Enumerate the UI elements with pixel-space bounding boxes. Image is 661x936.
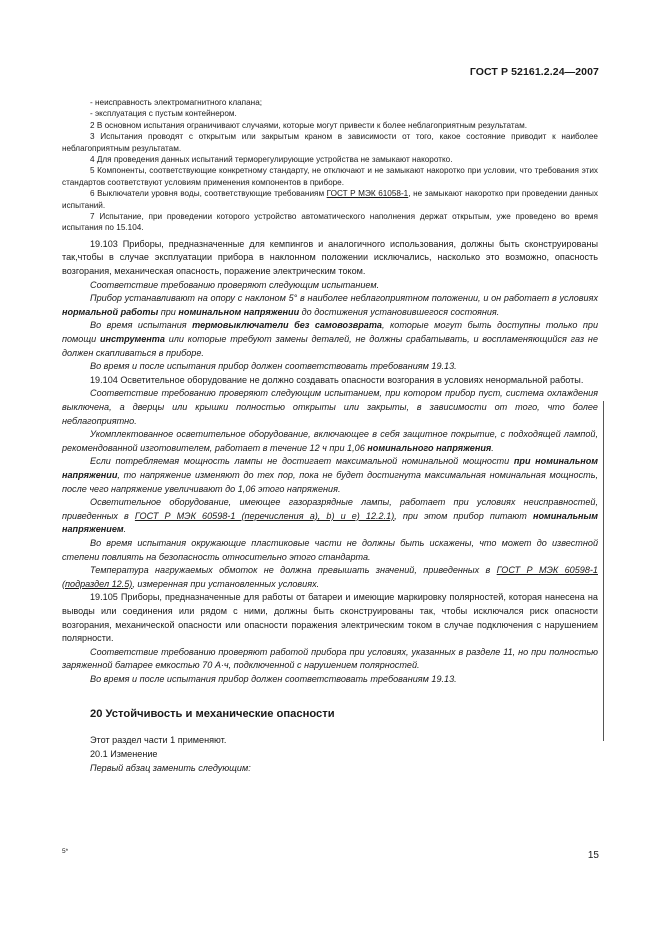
winding-temperature — [62, 564, 598, 591]
section-20-title: 20 Устойчивость и механические опасности — [90, 708, 335, 721]
gost-link-60598-12-5[interactable]: ГОСТ Р МЭК 60598-1 (подраздел 12.5) — [62, 565, 598, 589]
text-run: , то напряжение изменяют до тех пор, пока не будет достигнута максимальная номинальная мощность, после чего напряжение увеличивают до 1,06 этого напряжения. — [62, 469, 598, 494]
plastic-parts-requirement: Во время испытания окружающие пластиковые части не должны быть искажены, что может до известной степени повлиять на безопасность относительно этого стандарта. — [62, 537, 598, 562]
text-run: , при этом прибор питают — [394, 510, 533, 521]
clause-19-105-text: 19.105 Приборы, предназначенные для работы от батареи и имеющие маркировку полярностей, которая нанесена на выводы или соединения или рядом с ними, должны быть сконструированы так, чтобы исключался риск опасности возгорания, механической опасности или опасности поражения электрическим током в случае подключения с нарушением полярности. — [62, 592, 598, 644]
conformity-text: Соответствие требованию проверяют следующим испытанием. — [90, 279, 380, 290]
clause-19-104-text: 19.104 Осветительное оборудование не должно создавать опасности возгорания в условиях ненормальной работы. — [90, 374, 584, 385]
text-run: . — [491, 442, 494, 453]
notes-block — [62, 97, 598, 234]
clause-19-104 — [62, 374, 598, 592]
note-3: 3 Испытания проводят с открытым или закрытым краном в зависимости от того, какое состояние приводит к наиболее неблагоприятным результатам. — [62, 132, 598, 153]
text-run: . — [123, 524, 127, 535]
test-requirement — [62, 319, 598, 360]
text-run: , измеренная при установленных условиях. — [132, 578, 320, 589]
note-line: - неисправность электромагнитного клапана; — [90, 98, 263, 107]
gost-link-60598-12-2-1[interactable]: ГОСТ Р МЭК 60598-1 (перечисления a), b) и e) 12.2.1) — [134, 510, 395, 521]
text-run: Укомплектованное осветительное оборудование, включающее в себя защитное покрытие, с подходящей лампой, рекомендованной изготовителем, работает в течение 12 ч при 1,06 — [62, 429, 598, 453]
footer-mark: 5* — [62, 848, 69, 855]
note-4: 4 Для проведения данных испытаний терморегулирующие устройства не замыкают накоротко. — [90, 155, 453, 165]
section-20-p3: Первый абзац заменить следующим: — [90, 762, 251, 773]
term-rated-voltage: при номинальном напряжении — [62, 456, 599, 480]
note-line: - эксплуатация с пустым контейнером. — [90, 109, 237, 119]
lamp-power-test — [62, 455, 598, 496]
note-2: 2 В основном испытания ограничивают случаями, которые могут привести к более неблагоприятным результатам. — [90, 120, 528, 130]
note-6-text: 6 Выключатели уровня воды, соответствующие требованиям — [90, 189, 327, 199]
conformity-text: Соответствие требованию проверяют следующим испытанием, при котором прибор пуст, система охлаждения выключена, а дверцы или крышки полностью открыты или закрыты, в зависимости от того, что более неблагоприятно. — [62, 388, 598, 426]
text-run: при — [158, 306, 179, 317]
test-setup — [62, 292, 598, 319]
text-run: или которые требуют замены деталей, не должны срабатывать, и воспламеняющийся газ не должен скапливаться в приборе. — [62, 334, 598, 358]
clause-19-103-text: 19.103 Приборы, предназначенные для кемпингов и аналогичного использования, должны быть сконструированы так,чтобы в случае эксплуатации прибора в наклонном положении исключались, насколько это возможно, опасность возгорания, механическая опасность, поражение электрическим током. — [62, 238, 598, 277]
term-thermal-cutout: термовыключатели без самовозврата — [192, 320, 382, 331]
section-20-p2: 20.1 Изменение — [90, 749, 158, 760]
term-rated-voltage: номинального напряжения — [367, 442, 492, 453]
lighting-test — [62, 428, 598, 455]
text-run: Если потребляемая мощность лампы не достигает максимальной номинальной мощности — [90, 456, 514, 467]
test-result: Во время и после испытания прибор должен соответствовать требованиям 19.13. — [90, 673, 457, 684]
note-5: 5 Компоненты, соответствующие конкретному стандарту, не отключают и не замыкают накоротко при условии, что требования этих стандартов соответствуют условиям применения компонентов в приборе. — [62, 166, 598, 187]
discharge-lamp-test — [62, 496, 598, 537]
gost-link-61058[interactable]: ГОСТ Р МЭК 61058-1 — [326, 189, 409, 199]
text-run: Температура нагружаемых обмоток не должна превышать значений, приведенных в — [90, 565, 497, 576]
note-7: 7 Испытание, при проведении которого устройство автоматического наполнения держат открытым, уже проведено во время испытания по 15.104. — [62, 212, 598, 233]
section-20-body — [62, 734, 598, 775]
term-tool: инструмента — [99, 334, 165, 345]
conformity-text: Соответствие требованию проверяют работой прибора при условиях, указанных в разделе 11, но при полностью заряженной батарее емкостью 70 А·ч, подключенной с нарушением полярностей. — [62, 646, 598, 671]
test-result: Во время и после испытания прибор должен соответствовать требованиям 19.13. — [90, 361, 457, 372]
text-run: до достижения установившегося состояния. — [299, 306, 500, 317]
page-number: 15 — [587, 850, 599, 861]
note-6 — [62, 188, 598, 211]
clause-19-103 — [62, 238, 598, 374]
document-id: ГОСТ Р 52161.2.24—2007 — [469, 66, 599, 78]
term-normal-operation: нормальной работы — [62, 306, 159, 317]
term-rated-voltage: номинальным напряжением — [62, 510, 598, 535]
text-run: Прибор устанавливают на опору с наклоном 5° в наиболее неблагоприятном положении, и он работает в условиях — [90, 293, 598, 304]
text-run: Осветительное оборудование, имеющее газоразрядные лампы, работает при условиях неисправностей, приведенных в — [62, 497, 598, 521]
clause-19-105 — [62, 591, 598, 686]
note-6-tail: , не замыкают накоротко при проведении данных испытаний. — [62, 189, 598, 210]
change-bar — [603, 401, 604, 741]
text-run: Во время испытания — [90, 320, 193, 331]
page-content — [62, 97, 598, 775]
term-rated-voltage: номинальном напряжении — [178, 306, 300, 317]
section-20-p1: Этот раздел части 1 применяют. — [90, 735, 227, 746]
text-run: , которые могут быть доступны только при помощи — [62, 320, 599, 345]
